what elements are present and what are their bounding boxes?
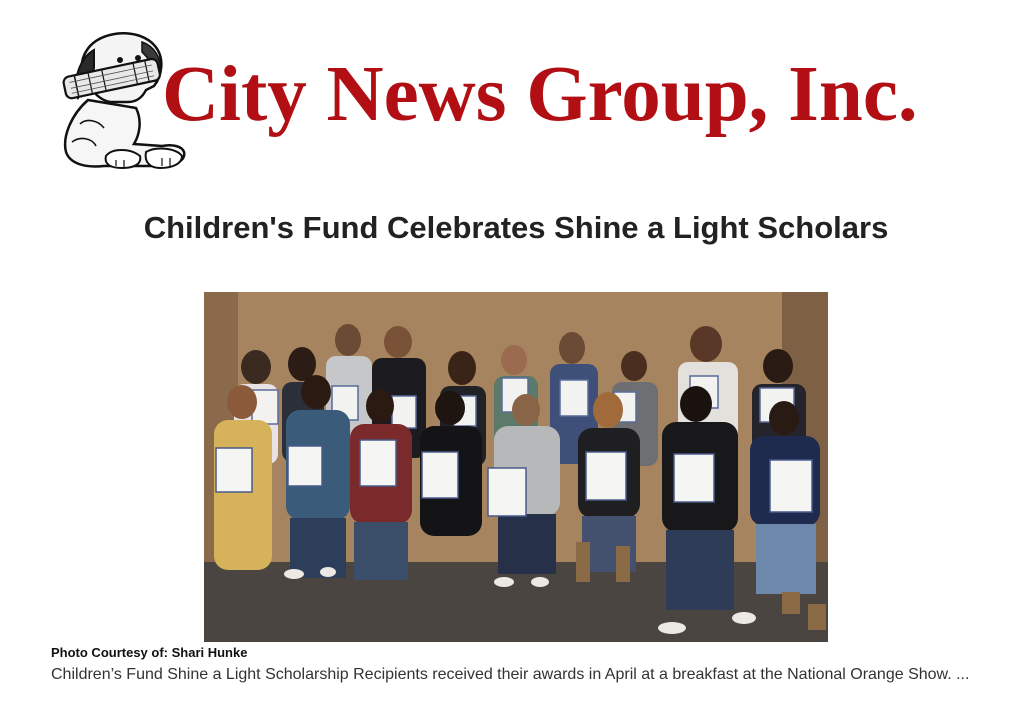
group-photo-scholars [204,292,828,642]
article-excerpt: Children’s Fund Shine a Light Scholarship Recipients received their awards in April at a breakfast at the National Orange Show. ... [51,666,970,683]
article-headline[interactable]: Children's Fund Celebrates Shine a Light Scholars [143,210,889,245]
article-photo[interactable] [204,292,828,642]
masthead-title[interactable]: City News Group, Inc. [162,51,918,138]
masthead[interactable] [50,28,980,176]
photo-credit: Photo Courtesy of: Shari Hunke [51,645,248,660]
